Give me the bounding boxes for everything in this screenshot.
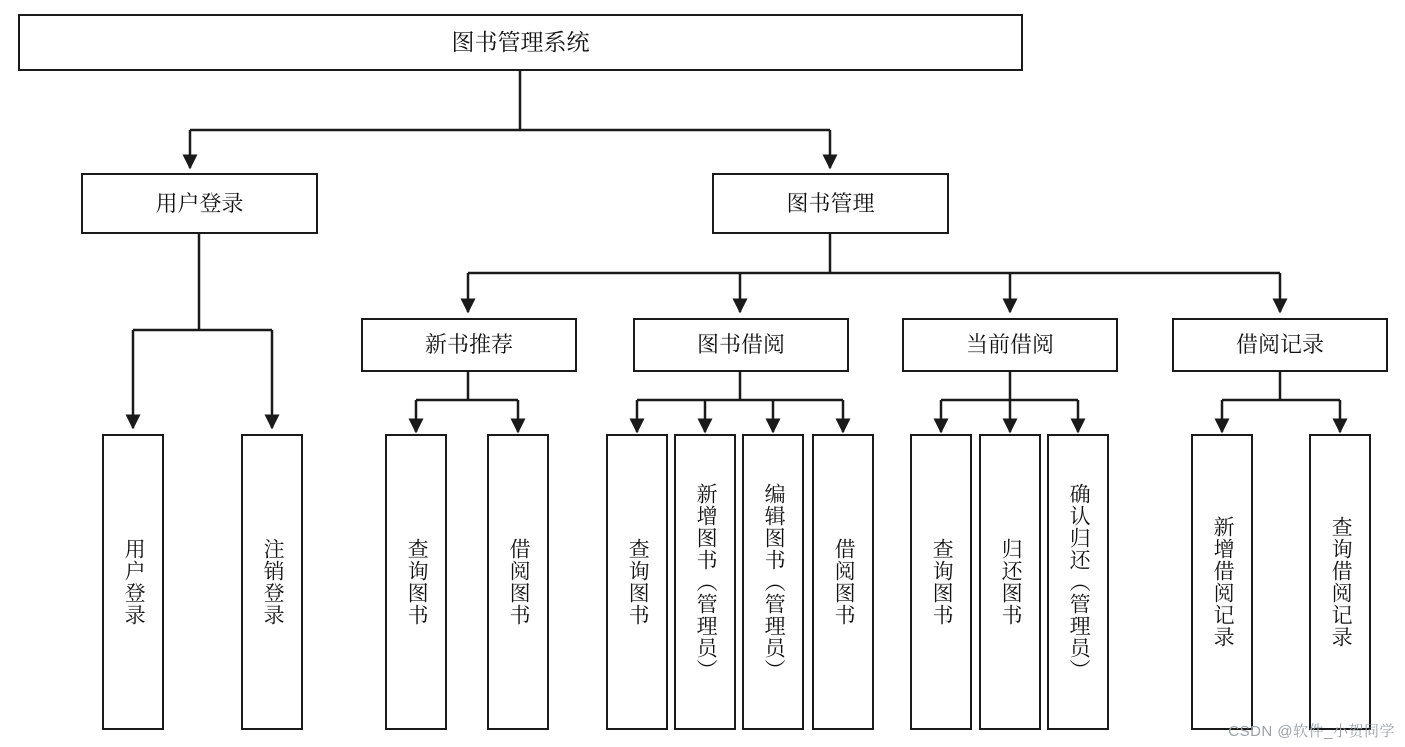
leaf-recommend-borrow-book-label: 借阅图书 [507, 538, 531, 626]
leaf-current-return-book-label: 归还图书 [999, 538, 1023, 626]
node-book-management-label: 图书管理 [786, 190, 875, 216]
node-book-borrow-label: 图书借阅 [696, 332, 785, 358]
node-current-borrow-label: 当前借阅 [965, 332, 1054, 358]
node-borrow-records-label: 借阅记录 [1235, 332, 1324, 358]
leaf-borrow-query-book[interactable] [606, 434, 668, 730]
node-book-management[interactable] [712, 173, 949, 234]
leaf-user-login[interactable] [102, 434, 164, 730]
leaf-records-add-record[interactable] [1191, 434, 1253, 730]
leaf-current-confirm-return-label: 确认归还（管理员） [1067, 483, 1091, 681]
leaf-borrow-borrow-book[interactable] [812, 434, 874, 730]
node-borrow-records[interactable] [1172, 318, 1388, 372]
leaf-user-login-label: 用户登录 [122, 538, 146, 626]
leaf-records-query-record[interactable] [1309, 434, 1371, 730]
leaf-borrow-borrow-book-label: 借阅图书 [832, 538, 856, 626]
node-current-borrow[interactable] [902, 318, 1118, 372]
leaf-borrow-edit-book-label: 编辑图书（管理员） [762, 483, 786, 681]
leaf-recommend-query-book-label: 查询图书 [405, 538, 429, 626]
leaf-current-query-book-label: 查询图书 [930, 538, 954, 626]
node-book-borrow[interactable] [633, 318, 849, 372]
node-new-book-recommend-label: 新书推荐 [424, 332, 513, 358]
watermark: CSDN @软件_小贺同学 [1228, 723, 1395, 740]
leaf-borrow-add-book[interactable] [674, 434, 736, 730]
leaf-recommend-query-book[interactable] [385, 434, 447, 730]
node-root-label: 图书管理系统 [451, 29, 590, 56]
node-new-book-recommend[interactable] [361, 318, 577, 372]
node-user-login-label: 用户登录 [155, 190, 244, 216]
node-user-login[interactable] [81, 173, 318, 234]
leaf-logout[interactable] [241, 434, 303, 730]
leaf-recommend-borrow-book[interactable] [487, 434, 549, 730]
leaf-borrow-query-book-label: 查询图书 [626, 538, 650, 626]
leaf-current-confirm-return[interactable] [1047, 434, 1109, 730]
leaf-current-query-book[interactable] [910, 434, 972, 730]
leaf-borrow-add-book-label: 新增图书（管理员） [694, 483, 718, 681]
leaf-current-return-book[interactable] [979, 434, 1041, 730]
leaf-borrow-edit-book[interactable] [742, 434, 804, 730]
leaf-records-query-record-label: 查询借阅记录 [1329, 516, 1353, 648]
leaf-records-add-record-label: 新增借阅记录 [1211, 516, 1235, 648]
leaf-logout-label: 注销登录 [261, 538, 285, 626]
node-root[interactable] [18, 14, 1023, 71]
